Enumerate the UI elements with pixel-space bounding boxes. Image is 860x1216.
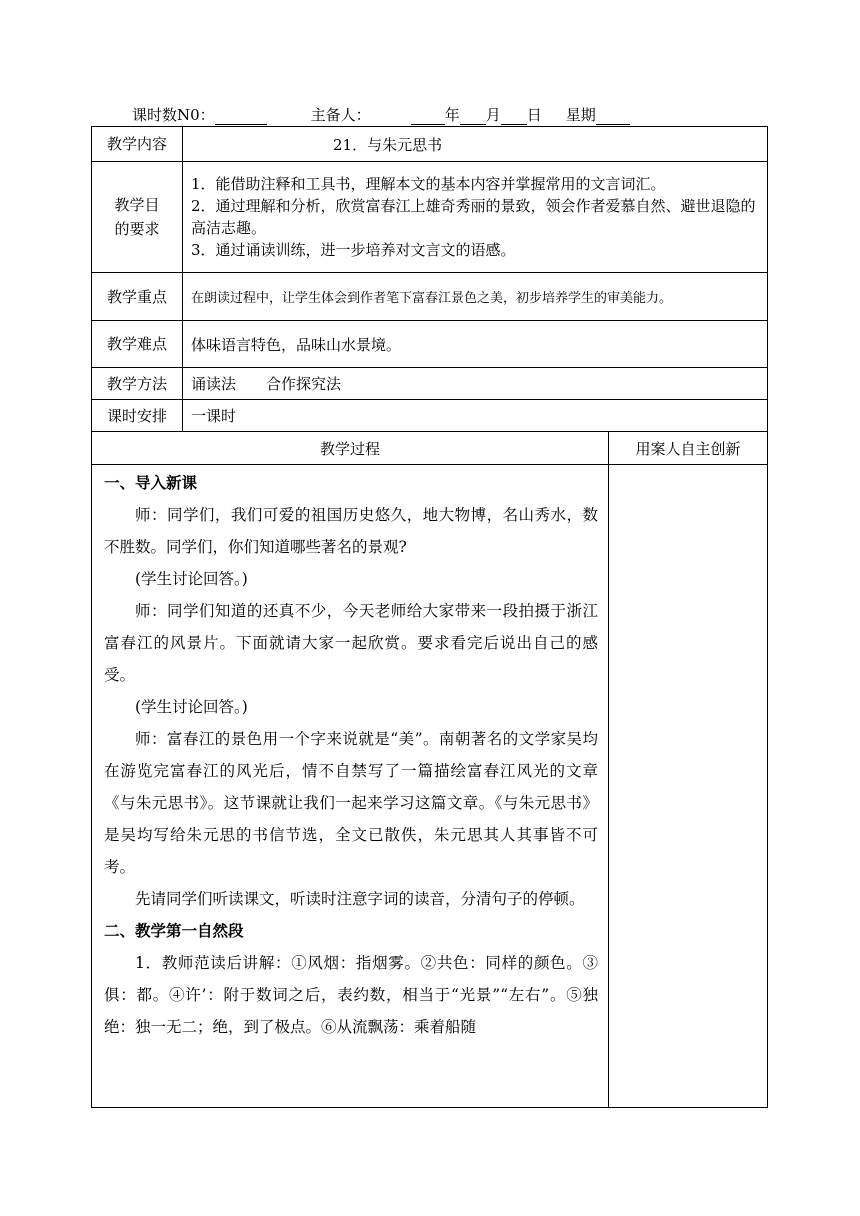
weekday-blank[interactable]: [596, 108, 630, 125]
process-body: [92, 465, 609, 1108]
focus-label: 教学重点: [92, 273, 183, 321]
row-method: [92, 368, 768, 400]
row-content: [92, 127, 768, 162]
process-paragraph: 师：同学们知道的还真不少，今天老师给大家带来一段拍摄于浙江富春江的风景片。下面就请大家一起欣赏。要求看完后说出自己的感受。: [104, 602, 598, 684]
day-blank[interactable]: [501, 108, 527, 125]
teacher-label: 主备人：: [310, 106, 371, 124]
difficulty-label: 教学难点: [92, 321, 183, 368]
lesson-no-blank[interactable]: [215, 108, 267, 125]
objective-item: 2．通过理解和分析，欣赏富春江上雄奇秀丽的景致，领会作者爱慕自然、避世退隐的高洁志趣。: [191, 197, 756, 237]
section-title-intro: 一、导入新课: [104, 474, 198, 492]
lesson-no-label: 课时数N0：: [132, 106, 215, 124]
section-title-paragraph-one: 二、教学第一自然段: [104, 922, 244, 940]
content-value: [183, 127, 768, 162]
content-label: 教学内容: [92, 127, 183, 162]
month-blank[interactable]: [460, 108, 486, 125]
weekday-label: 星期: [565, 106, 596, 124]
day-label: 日: [526, 106, 542, 124]
process-paragraph: 1．教师范读后讲解：①风烟：指烟雾。②共色：同样的颜色。③俱：都。④许’：附于数词之后，表约数，相当于“光景”“左右”。⑤独绝：独一无二；绝，到了极点。⑥从流飘荡：乘着船随: [104, 954, 598, 1036]
innovation-notes-cell[interactable]: [609, 465, 768, 1108]
process-paragraph: 师：富春江的景色用一个字来说就是“美”。南朝著名的文学家吴均在游览完富春江的风光后，情不自禁写了一篇描绘富春江风光的文章《与朱元思书》。这节课就让我们一起来学习这篇文章。《与朱元思书》是吴均写给朱元思的书信节选，全文已散佚，朱元思其人其事皆不可考。: [104, 730, 598, 876]
row-process-header: [92, 432, 768, 465]
schedule-label: 课时安排: [92, 400, 183, 432]
lesson-title: 21．与朱元思书: [333, 135, 443, 154]
objective-item: 1．能借助注释和工具书，理解本文的基本内容并掌握常用的文言词汇。: [191, 175, 666, 193]
objectives-label: [92, 162, 183, 273]
focus-value: 在朗读过程中，让学生体会到作者笔下富春江景色之美，初步培养学生的审美能力。: [183, 273, 768, 321]
difficulty-value: 体味语言特色，品味山水景境。: [183, 321, 768, 368]
row-difficulty: [92, 321, 768, 368]
lesson-header: [132, 104, 630, 125]
process-paragraph: (学生讨论回答。): [135, 570, 248, 588]
process-paragraph: (学生讨论回答。): [135, 698, 248, 716]
innovation-heading: 用案人自主创新: [609, 432, 768, 465]
schedule-value: 一课时: [183, 400, 768, 432]
method-label: 教学方法: [92, 368, 183, 400]
process-paragraph: 师：同学们，我们可爱的祖国历史悠久，地大物博，名山秀水，数不胜数。同学们，你们知道哪些著名的景观?: [104, 506, 598, 556]
objectives-list: [183, 162, 768, 273]
year-blank[interactable]: [411, 108, 445, 125]
row-focus: [92, 273, 768, 321]
method-value: 诵读法 合作探究法: [183, 368, 768, 400]
row-objectives: [92, 162, 768, 273]
process-heading: 教学过程: [92, 432, 609, 465]
row-process-body: [92, 465, 768, 1108]
row-schedule: [92, 400, 768, 432]
process-paragraph: 先请同学们听读课文，听读时注意字词的读音，分清句子的停顿。: [135, 890, 585, 908]
lesson-plan-table: [91, 126, 768, 1108]
objectives-label-line2: 的要求: [114, 220, 160, 238]
month-label: 月: [485, 106, 501, 124]
objective-item: 3．通过诵读训练，进一步培养对文言文的语感。: [191, 241, 516, 259]
objectives-label-line1: 教学目: [114, 196, 160, 214]
year-label: 年: [444, 106, 460, 124]
